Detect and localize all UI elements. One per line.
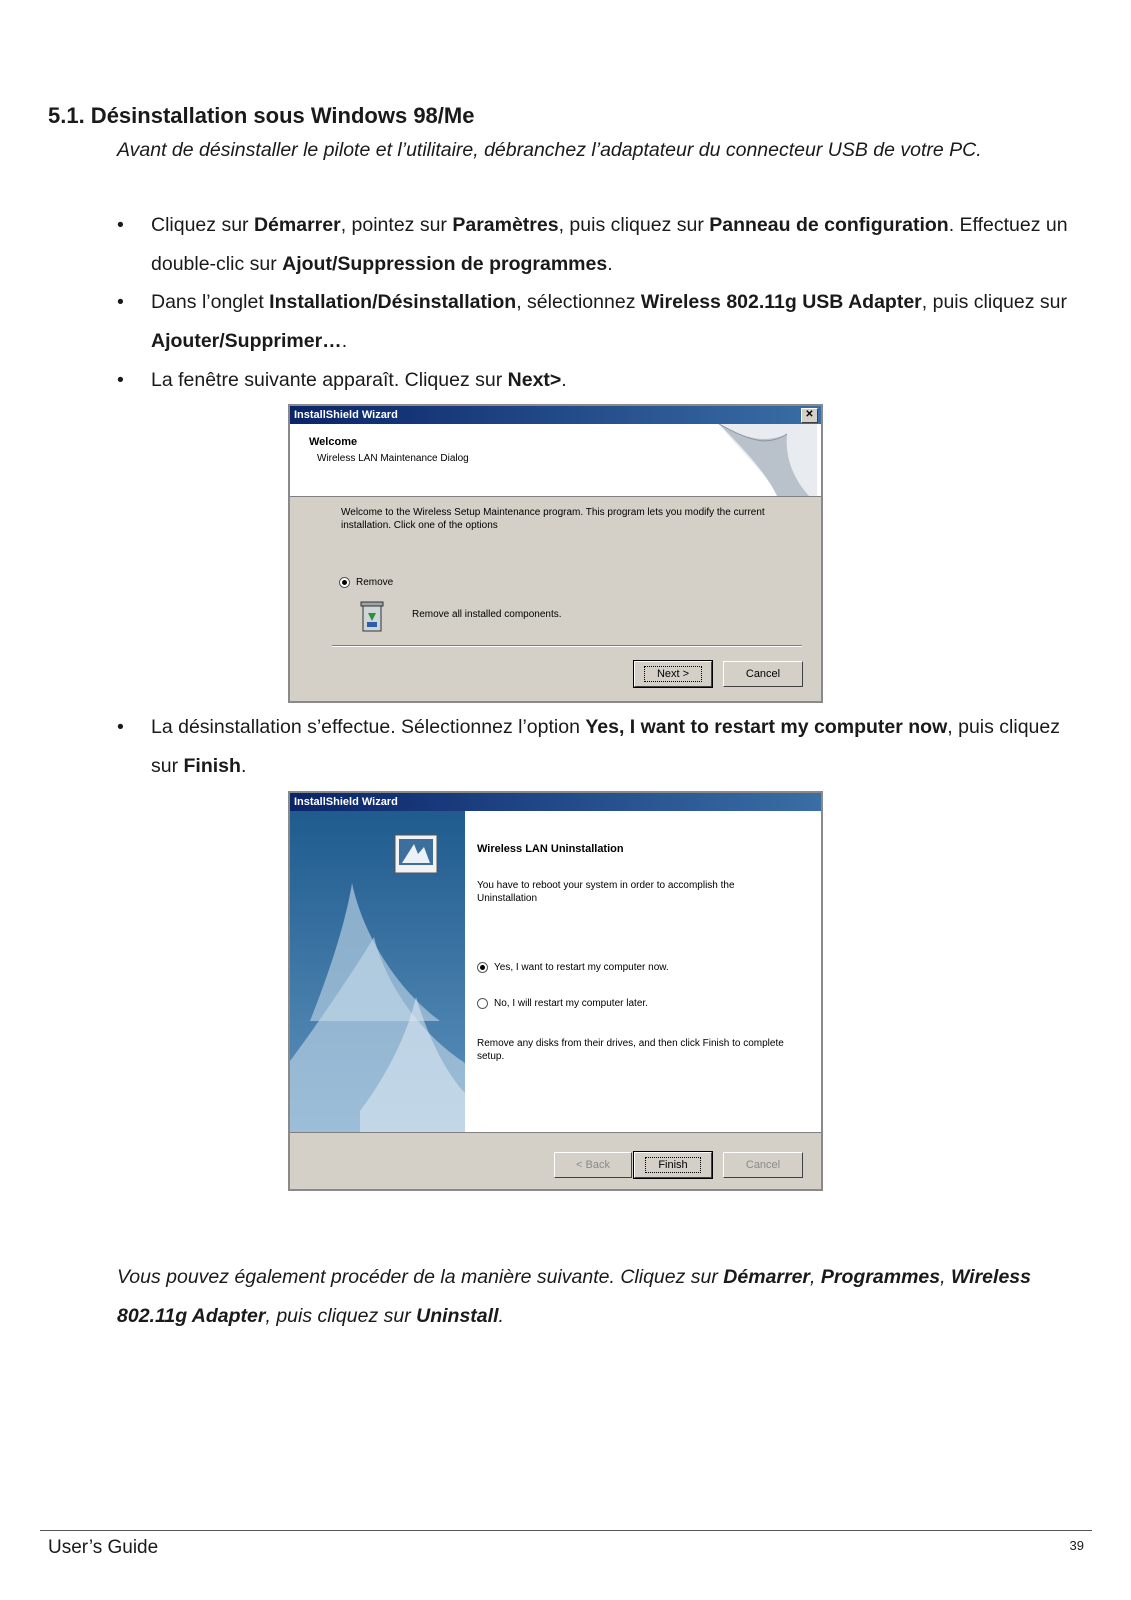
text-run: , pointez sur [340, 214, 453, 236]
bullet-text [151, 361, 1077, 400]
page-number: 39 [1069, 1538, 1084, 1553]
text-run: La fenêtre suivante apparaît. Cliquez sur [151, 369, 508, 391]
bullet-item-1 [117, 206, 1077, 284]
cancel-button-disabled[interactable]: Cancel [723, 1152, 803, 1178]
text-run: La désinstallation s’effectue. Sélectionnez l’option [151, 716, 586, 738]
bold-run: Uninstall [416, 1305, 499, 1327]
wizard-note: Remove any disks from their drives, and then click Finish to complete setup. [477, 1038, 784, 1062]
cancel-button[interactable]: Cancel [723, 661, 803, 687]
finish-button[interactable] [634, 1152, 712, 1178]
text-run: Dans l’onglet [151, 291, 270, 313]
wizard-icon [394, 834, 438, 874]
text-run: . [498, 1305, 504, 1327]
radio-unselected-icon [477, 998, 488, 1009]
bold-run: Yes, I want to restart my computer now [585, 716, 948, 738]
dialog-header-title: Welcome [309, 436, 358, 448]
text-run: , puis cliquez sur [558, 214, 710, 236]
bold-run: Ajouter/Supprimer… [151, 330, 342, 352]
bold-run: Programmes [820, 1266, 941, 1288]
restart-now-label: Yes, I want to restart my computer now. [494, 962, 669, 974]
bullet-text [151, 708, 1077, 786]
wizard-heading: Wireless LAN Uninstallation [477, 843, 624, 855]
uninstall-complete-dialog-screenshot [288, 791, 823, 1191]
footer-rule [40, 1530, 1092, 1531]
bullet-item-3 [117, 361, 1077, 400]
text-run: . Effectuez un double-clic sur [151, 214, 1068, 275]
bold-run: Wireless 802.11g USB Adapter [640, 291, 922, 313]
close-icon[interactable]: ✕ [801, 408, 818, 423]
dialog-title: InstallShield Wizard [294, 409, 398, 421]
bullet-item-4 [117, 708, 1077, 786]
bold-run: Panneau de configuration [709, 214, 949, 236]
bold-run: Paramètres [452, 214, 559, 236]
text-run: . [240, 755, 247, 777]
remove-radio-label: Remove [356, 577, 394, 589]
radio-selected-icon [477, 962, 488, 973]
restart-later-radio[interactable] [477, 998, 648, 1009]
bullet-text [151, 283, 1077, 361]
recycle-bin-icon [360, 599, 384, 633]
bullet-dot: • [117, 214, 124, 236]
bold-run: Démarrer [253, 214, 341, 236]
text-run: . [607, 253, 613, 275]
welcome-dialog-screenshot [288, 404, 823, 703]
dialog-titlebar [290, 793, 821, 811]
bullet-item-2 [117, 283, 1077, 361]
next-button[interactable] [634, 661, 712, 687]
closing-note [117, 1258, 1067, 1336]
restart-later-label: No, I will restart my computer later. [494, 998, 648, 1010]
next-button-label: Next > [644, 666, 702, 682]
text-run: Vous pouvez également procéder de la manière suivante. Cliquez sur [117, 1266, 724, 1288]
bullet-dot: • [117, 291, 124, 313]
remove-radio[interactable] [339, 577, 393, 588]
intro-note: Avant de désinstaller le pilote et l’utilitaire, débranchez l’adaptateur du connecteur USB de votre PC. [117, 139, 982, 161]
footer-guide-title: User’s Guide [48, 1537, 159, 1558]
text-run: , [810, 1266, 821, 1288]
bullet-dot: • [117, 716, 124, 738]
bold-run: Finish [183, 755, 241, 777]
section-heading: 5.1. Désinstallation sous Windows 98/Me [48, 103, 475, 128]
text-run: . [341, 330, 348, 352]
finish-button-label: Finish [645, 1157, 700, 1173]
page-curl-icon [699, 424, 817, 496]
dialog-header-panel [290, 424, 821, 496]
bullet-text [151, 206, 1077, 284]
dialog-body-text: Welcome to the Wireless Setup Maintenance program. This program lets you modify the current installation. Click one of the options [341, 507, 765, 531]
text-run: . [561, 369, 567, 391]
text-run: , puis cliquez sur [151, 716, 1060, 777]
text-run: Cliquez sur [151, 214, 254, 236]
text-run: , puis cliquez sur [921, 291, 1067, 313]
remove-description: Remove all installed components. [412, 609, 562, 620]
restart-now-radio[interactable] [477, 962, 669, 973]
dialog-title: InstallShield Wizard [294, 796, 398, 808]
bold-run: Next> [507, 369, 562, 391]
text-run: , sélectionnez [516, 291, 641, 313]
bold-run: Wireless 802.11g Adapter [117, 1266, 1031, 1327]
wizard-side-panel [290, 811, 465, 1132]
bold-run: Démarrer [723, 1266, 811, 1288]
radio-selected-icon [339, 577, 350, 588]
back-button[interactable]: < Back [554, 1152, 632, 1178]
bold-run: Ajout/Suppression de programmes [282, 253, 608, 275]
wizard-body-text: You have to reboot your system in order to accomplish the Uninstallation [477, 880, 735, 904]
text-run: , puis cliquez sur [265, 1305, 417, 1327]
text-run: , [940, 1266, 951, 1288]
dialog-titlebar [290, 406, 821, 424]
wizard-content-panel [465, 811, 821, 1132]
bold-run: Installation/Désinstallation [269, 291, 517, 313]
bullet-dot: • [117, 369, 124, 391]
dialog-header-subtitle: Wireless LAN Maintenance Dialog [317, 453, 469, 464]
